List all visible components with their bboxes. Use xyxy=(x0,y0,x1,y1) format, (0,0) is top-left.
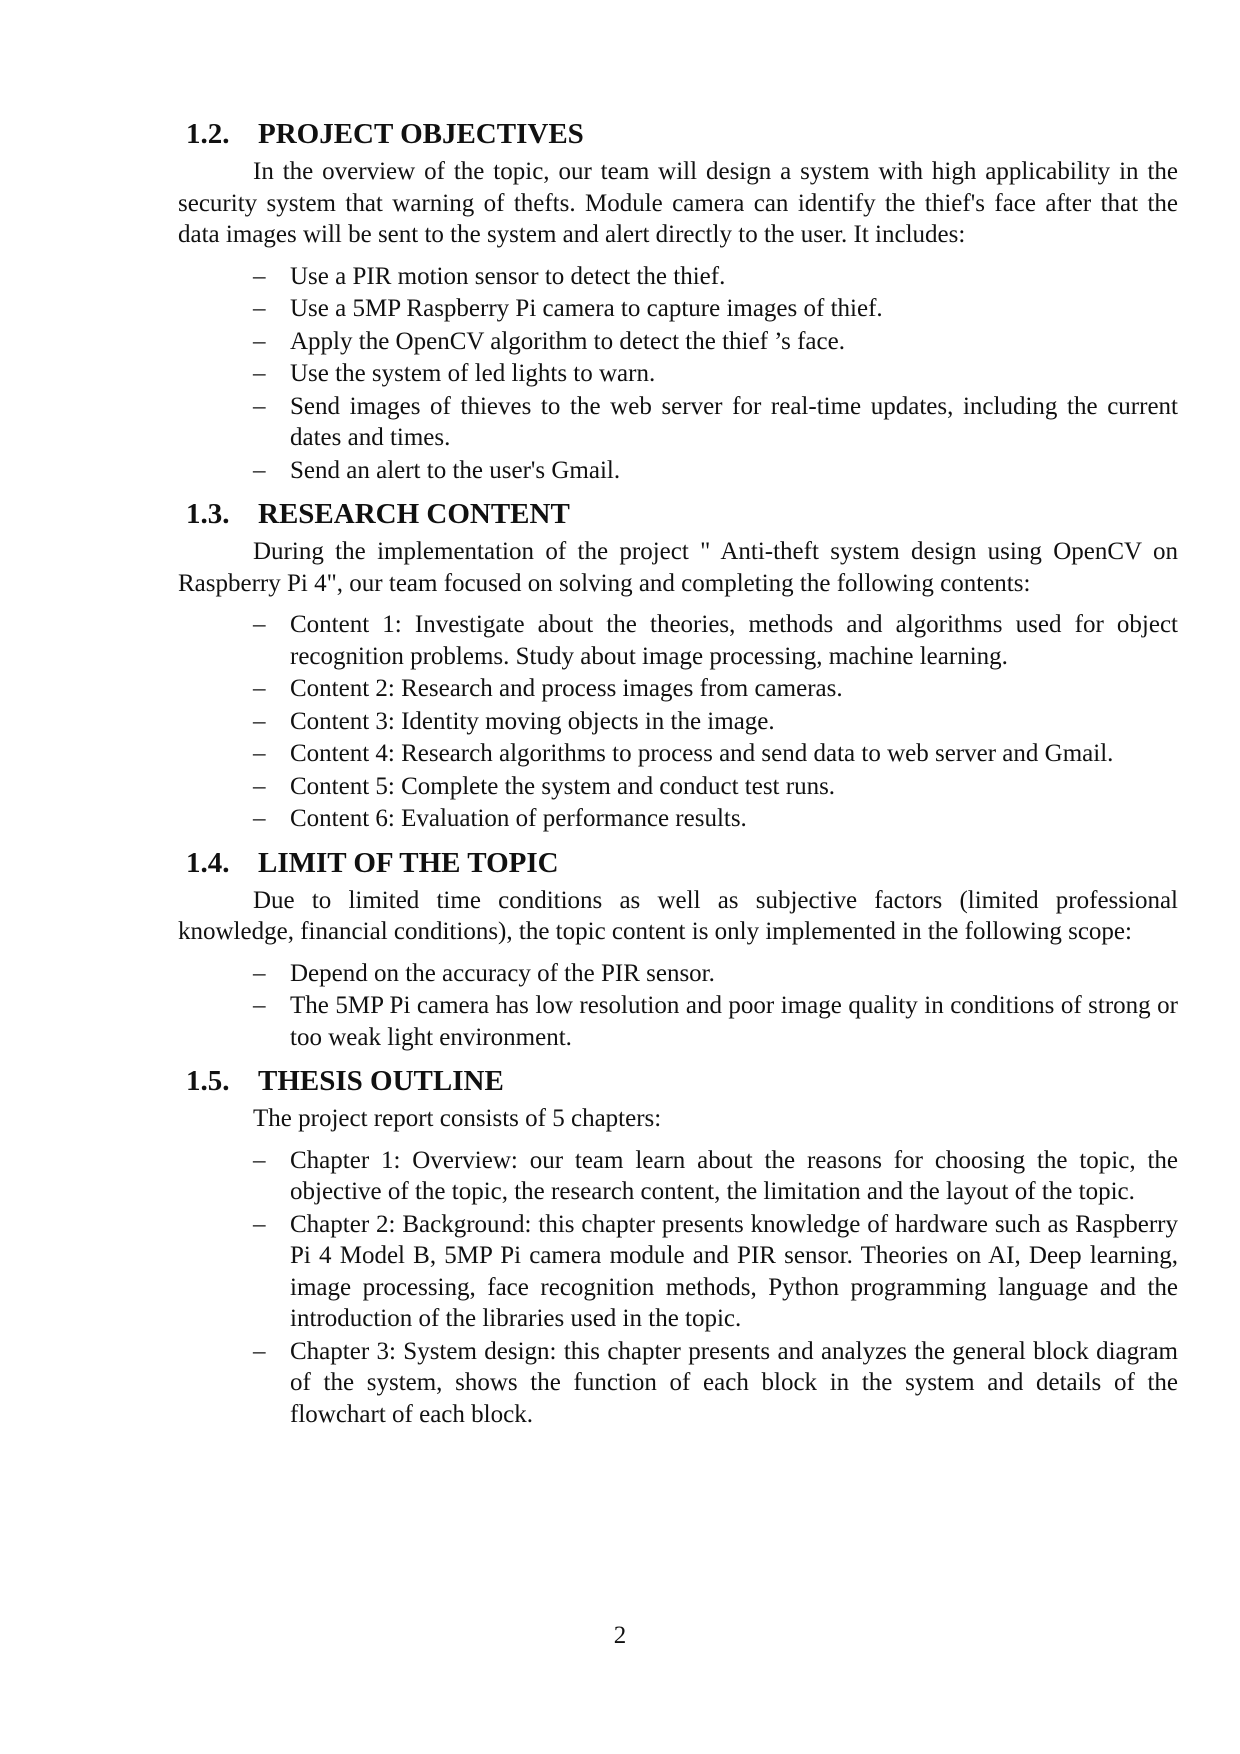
outline-list xyxy=(178,1145,1178,1431)
dash-bullet: – xyxy=(253,959,266,987)
list-item-text: Send an alert to the user's Gmail. xyxy=(290,456,621,484)
dash-bullet: – xyxy=(253,611,266,638)
list-item-text: Use a PIR motion sensor to detect the thief. xyxy=(290,262,726,290)
dash-bullet: – xyxy=(253,1146,266,1174)
list-item-text: Content 4: Research algorithms to process and send data to web server and Gmail. xyxy=(290,740,1114,767)
dash-bullet: – xyxy=(253,805,266,832)
list-item-text: Apply the OpenCV algorithm to detect the thief ’s face. xyxy=(290,327,845,355)
list-item xyxy=(178,771,1178,803)
list-item-text: Chapter 1: Overview: our team learn about the reasons for choosing the topic, the objective of the topic, the research content, the limitation and the layout of the topic. xyxy=(290,1146,1178,1205)
objectives-list xyxy=(178,261,1178,487)
section-number: 1.3. xyxy=(186,498,230,530)
dash-bullet: – xyxy=(253,360,266,387)
list-item-text: Chapter 2: Background: this chapter presents knowledge of hardware such as Raspberry Pi 4 Model B, 5MP Pi camera module and PIR sensor. Theories on AI, Deep learning, image processing, face recognition methods, Python programming language and the introduction of the libraries used in the topic. xyxy=(290,1210,1178,1332)
list-item-text: The 5MP Pi camera has low resolution and poor image quality in conditions of strong or too weak light environment. xyxy=(290,992,1178,1051)
list-item xyxy=(178,1336,1178,1431)
dash-bullet: – xyxy=(253,1337,266,1365)
list-item xyxy=(178,673,1178,705)
dash-bullet: – xyxy=(253,456,266,484)
research-content-list xyxy=(178,609,1178,835)
dash-bullet: – xyxy=(253,707,266,735)
section-intro: During the implementation of the project " Anti-theft system design using OpenCV on Raspberry Pi 4", our team focused on solving and completing the following contents: xyxy=(178,538,1178,597)
list-item xyxy=(178,326,1178,358)
list-item xyxy=(178,738,1178,770)
dash-bullet: – xyxy=(253,675,266,702)
list-item-text: Content 2: Research and process images from cameras. xyxy=(290,675,843,702)
section-number: 1.5. xyxy=(186,1065,230,1097)
list-item xyxy=(178,609,1178,672)
list-item-text: Chapter 3: System design: this chapter presents and analyzes the general block diagram of the system, shows the function of each block in the system and details of the flowchart of each block. xyxy=(290,1337,1178,1428)
limit-list xyxy=(178,958,1178,1054)
section-heading-objectives xyxy=(186,116,1178,152)
section-heading-thesis-outline xyxy=(186,1063,1178,1099)
list-item-text: Content 3: Identity moving objects in the image. xyxy=(290,707,775,735)
list-item xyxy=(178,261,1178,293)
section-intro: The project report consists of 5 chapters: xyxy=(253,1105,662,1132)
list-item-text: Content 5: Complete the system and conduct test runs. xyxy=(290,772,836,800)
dash-bullet: – xyxy=(253,295,266,322)
dash-bullet: – xyxy=(253,772,266,800)
page-number: 2 xyxy=(613,1622,627,1649)
list-item xyxy=(178,706,1178,738)
section-intro: In the overview of the topic, our team will design a system with high applicability in the security system that warning of thefts. Module camera can identify the thief's face after that the data images will be sent to the system and alert directly to the user. It includes: xyxy=(178,158,1178,248)
list-item xyxy=(178,803,1178,835)
section-title: LIMIT OF THE TOPIC xyxy=(258,846,559,879)
list-item-text: Send images of thieves to the web server for real-time updates, including the current dates and times. xyxy=(290,392,1178,451)
list-item xyxy=(178,358,1178,390)
section-intro: Due to limited time conditions as well as subjective factors (limited professional knowledge, financial conditions), the topic content is only implemented in the following scope: xyxy=(178,886,1178,945)
list-item xyxy=(178,1209,1178,1335)
list-item xyxy=(178,455,1178,487)
section-title: THESIS OUTLINE xyxy=(258,1065,504,1097)
section-title: PROJECT OBJECTIVES xyxy=(258,118,584,150)
dash-bullet: – xyxy=(253,992,266,1019)
dash-bullet: – xyxy=(253,327,266,355)
list-item-text: Content 6: Evaluation of performance results. xyxy=(290,805,747,832)
section-heading-limit xyxy=(186,845,1178,881)
list-item-text: Use the system of led lights to warn. xyxy=(290,360,656,387)
section-number: 1.4. xyxy=(186,846,230,879)
list-item xyxy=(178,293,1178,325)
dash-bullet: – xyxy=(253,262,266,290)
section-title: RESEARCH CONTENT xyxy=(258,498,570,530)
dash-bullet: – xyxy=(253,1210,266,1238)
list-item-text: Depend on the accuracy of the PIR sensor. xyxy=(290,959,715,987)
list-item xyxy=(178,1145,1178,1208)
list-item xyxy=(178,990,1178,1053)
section-number: 1.2. xyxy=(186,118,230,150)
section-heading-research-content xyxy=(186,496,1178,532)
list-item-text: Use a 5MP Raspberry Pi camera to capture images of thief. xyxy=(290,295,883,322)
dash-bullet: – xyxy=(253,740,266,767)
list-item xyxy=(178,958,1178,990)
list-item-text: Content 1: Investigate about the theories, methods and algorithms used for object recognition problems. Study about image processing, machine learning. xyxy=(290,611,1178,670)
dash-bullet: – xyxy=(253,392,266,420)
list-item xyxy=(178,391,1178,454)
page-content xyxy=(178,116,1178,1440)
